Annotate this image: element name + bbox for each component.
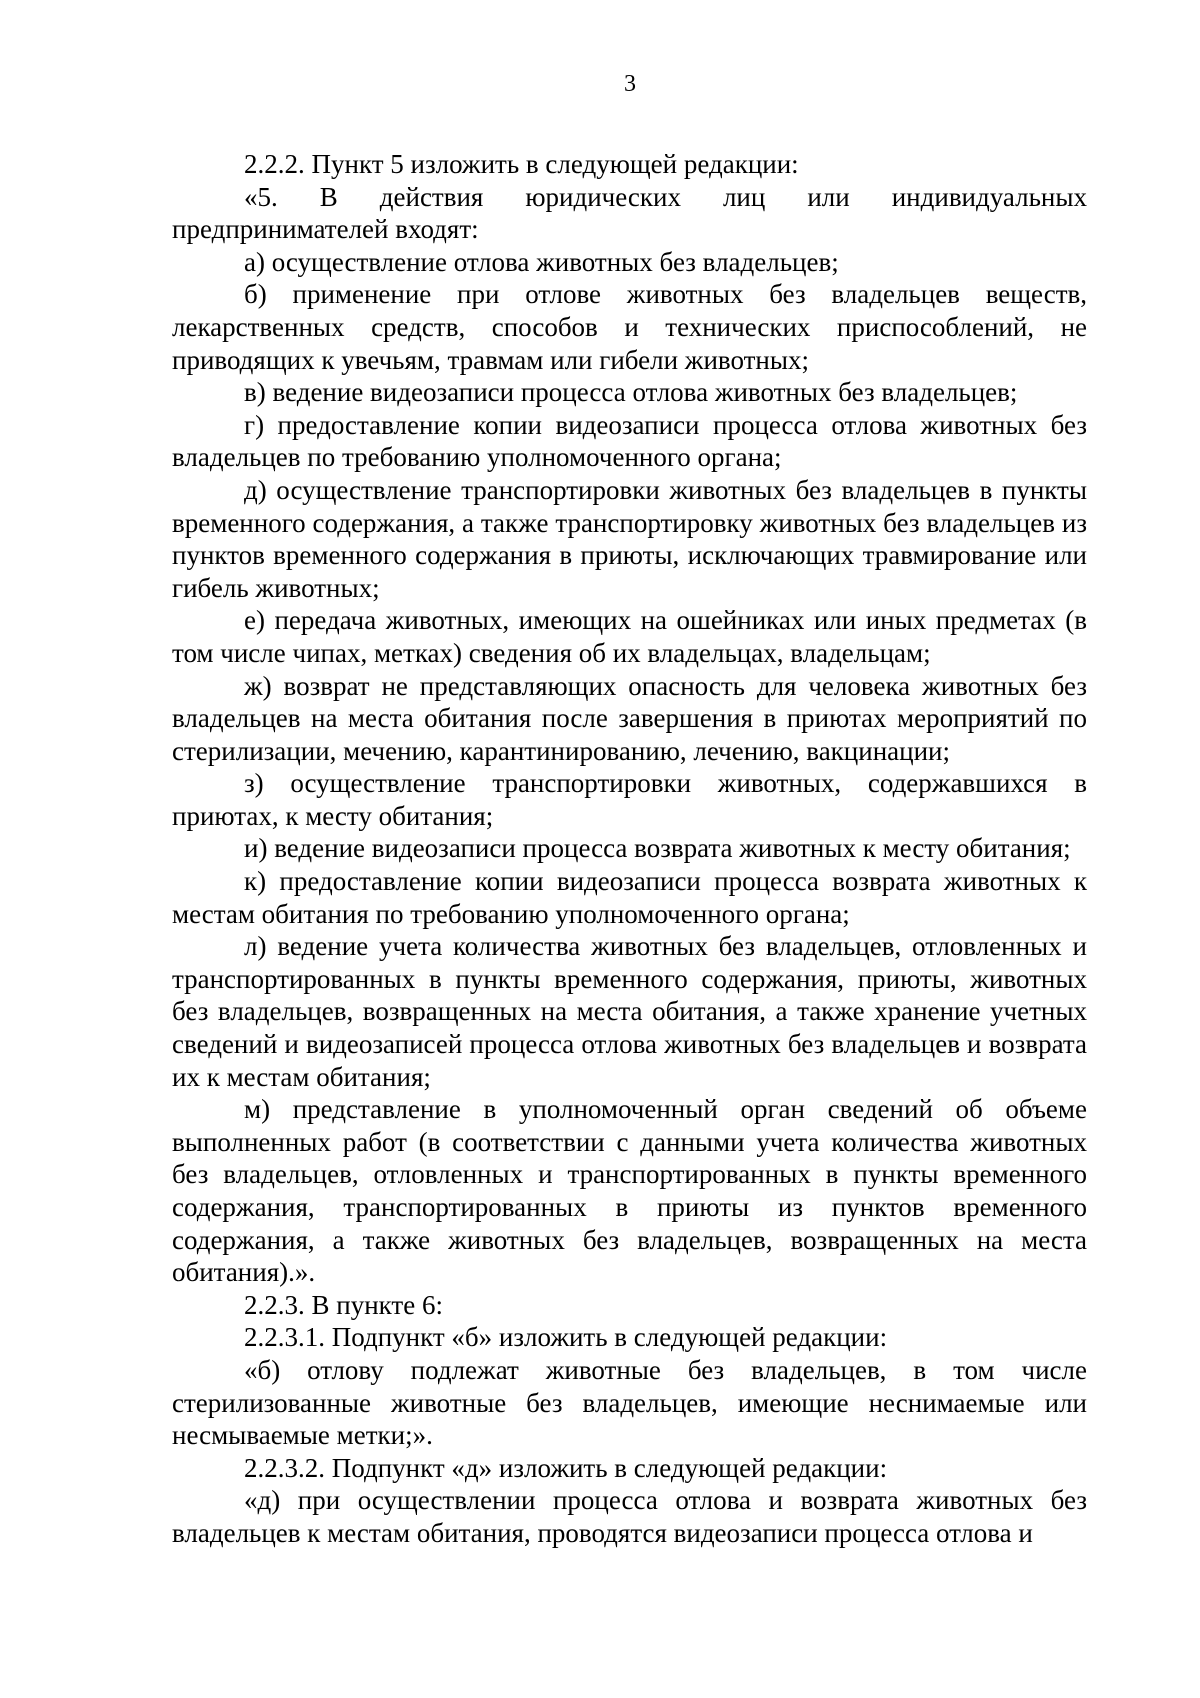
paragraph-item-m: м) представление в уполномоченный орган сведений об объеме выполненных работ (в соответствии с данными учета количества животных без владельцев, отловленных и транспортированных в пункты временного содержания, транспортированных в приюты из пунктов временного содержания, а также животных без владельцев, возвращенных на места обитания).». [172,1094,1087,1288]
paragraph-item-zh: ж) возврат не представляющих опасность для человека животных без владельцев на места обитания после завершения в приютах мероприятий по стерилизации, мечению, карантинированию, лечению, вакцинации; [172,670,1087,766]
paragraph-2-2-2-heading: 2.2.2. Пункт 5 изложить в следующей редакции: [244,149,799,179]
paragraph-item-g: г) предоставление копии видеозаписи процесса отлова животных без владельцев по требованию уполномоченного органа; [172,409,1087,473]
page-number: 3 [624,71,636,97]
paragraph-item-d: д) осуществление транспортировки животных без владельцев в пункты временного содержания, а также транспортировку животных без владельцев из пунктов временного содержания в приюты, исключающих травмирование или гибель животных; [172,474,1087,603]
paragraph-item-e: е) передача животных, имеющих на ошейниках или иных предметах (в том числе чипах, метках) сведения об их владельцах, владельцам; [172,605,1087,668]
paragraph-item-l: л) ведение учета количества животных без владельцев, отловленных и транспортированных в пункты временного содержания, приюты, животных без владельцев, возвращенных на места обитания, а также хранение учетных сведений и видеозаписей процесса отлова животных без владельцев и возврата их к местам обитания; [172,931,1087,1092]
paragraph-item-z: з) осуществление транспортировки животных, содержавшихся в приютах, к месту обитания; [172,768,1087,831]
paragraph-item-i: и) ведение видеозаписи процесса возврата животных к месту обитания; [244,833,1071,864]
paragraph-2-2-3-1-heading: 2.2.3.1. Подпункт «б» изложить в следующей редакции: [244,1322,888,1353]
paragraph-item-a: а) осуществление отлова животных без владельцев; [244,246,839,277]
paragraph-item-5-intro: «5. В действия юридических лиц или индивидуальных предпринимателей входят: [172,181,1087,245]
paragraph-item-v: в) ведение видеозаписи процесса отлова животных без владельцев; [244,377,1018,408]
paragraph-subitem-d: «д) при осуществлении процесса отлова и возврата животных без владельцев к местам обитания, проводятся видеозаписи процесса отлова и [172,1485,1087,1548]
paragraph-subitem-b: «б) отлову подлежат животные без владельцев, в том числе стерилизованные животные без владельцев, имеющие неснимаемые или несмываемые метки;». [172,1354,1087,1451]
document-body [172,148,1087,1550]
paragraph-item-b: б) применение при отлове животных без владельцев веществ, лекарственных средств, способов и технических приспособлений, не приводящих к увечьям, травмам или гибели животных; [172,279,1087,375]
paragraph-2-2-3-2-heading: 2.2.3.2. Подпункт «д» изложить в следующей редакции: [244,1452,888,1483]
paragraph-2-2-3-heading: 2.2.3. В пункте 6: [244,1289,443,1320]
paragraph-item-k: к) предоставление копии видеозаписи процесса возврата животных к местам обитания по требованию уполномоченного органа; [172,866,1087,929]
